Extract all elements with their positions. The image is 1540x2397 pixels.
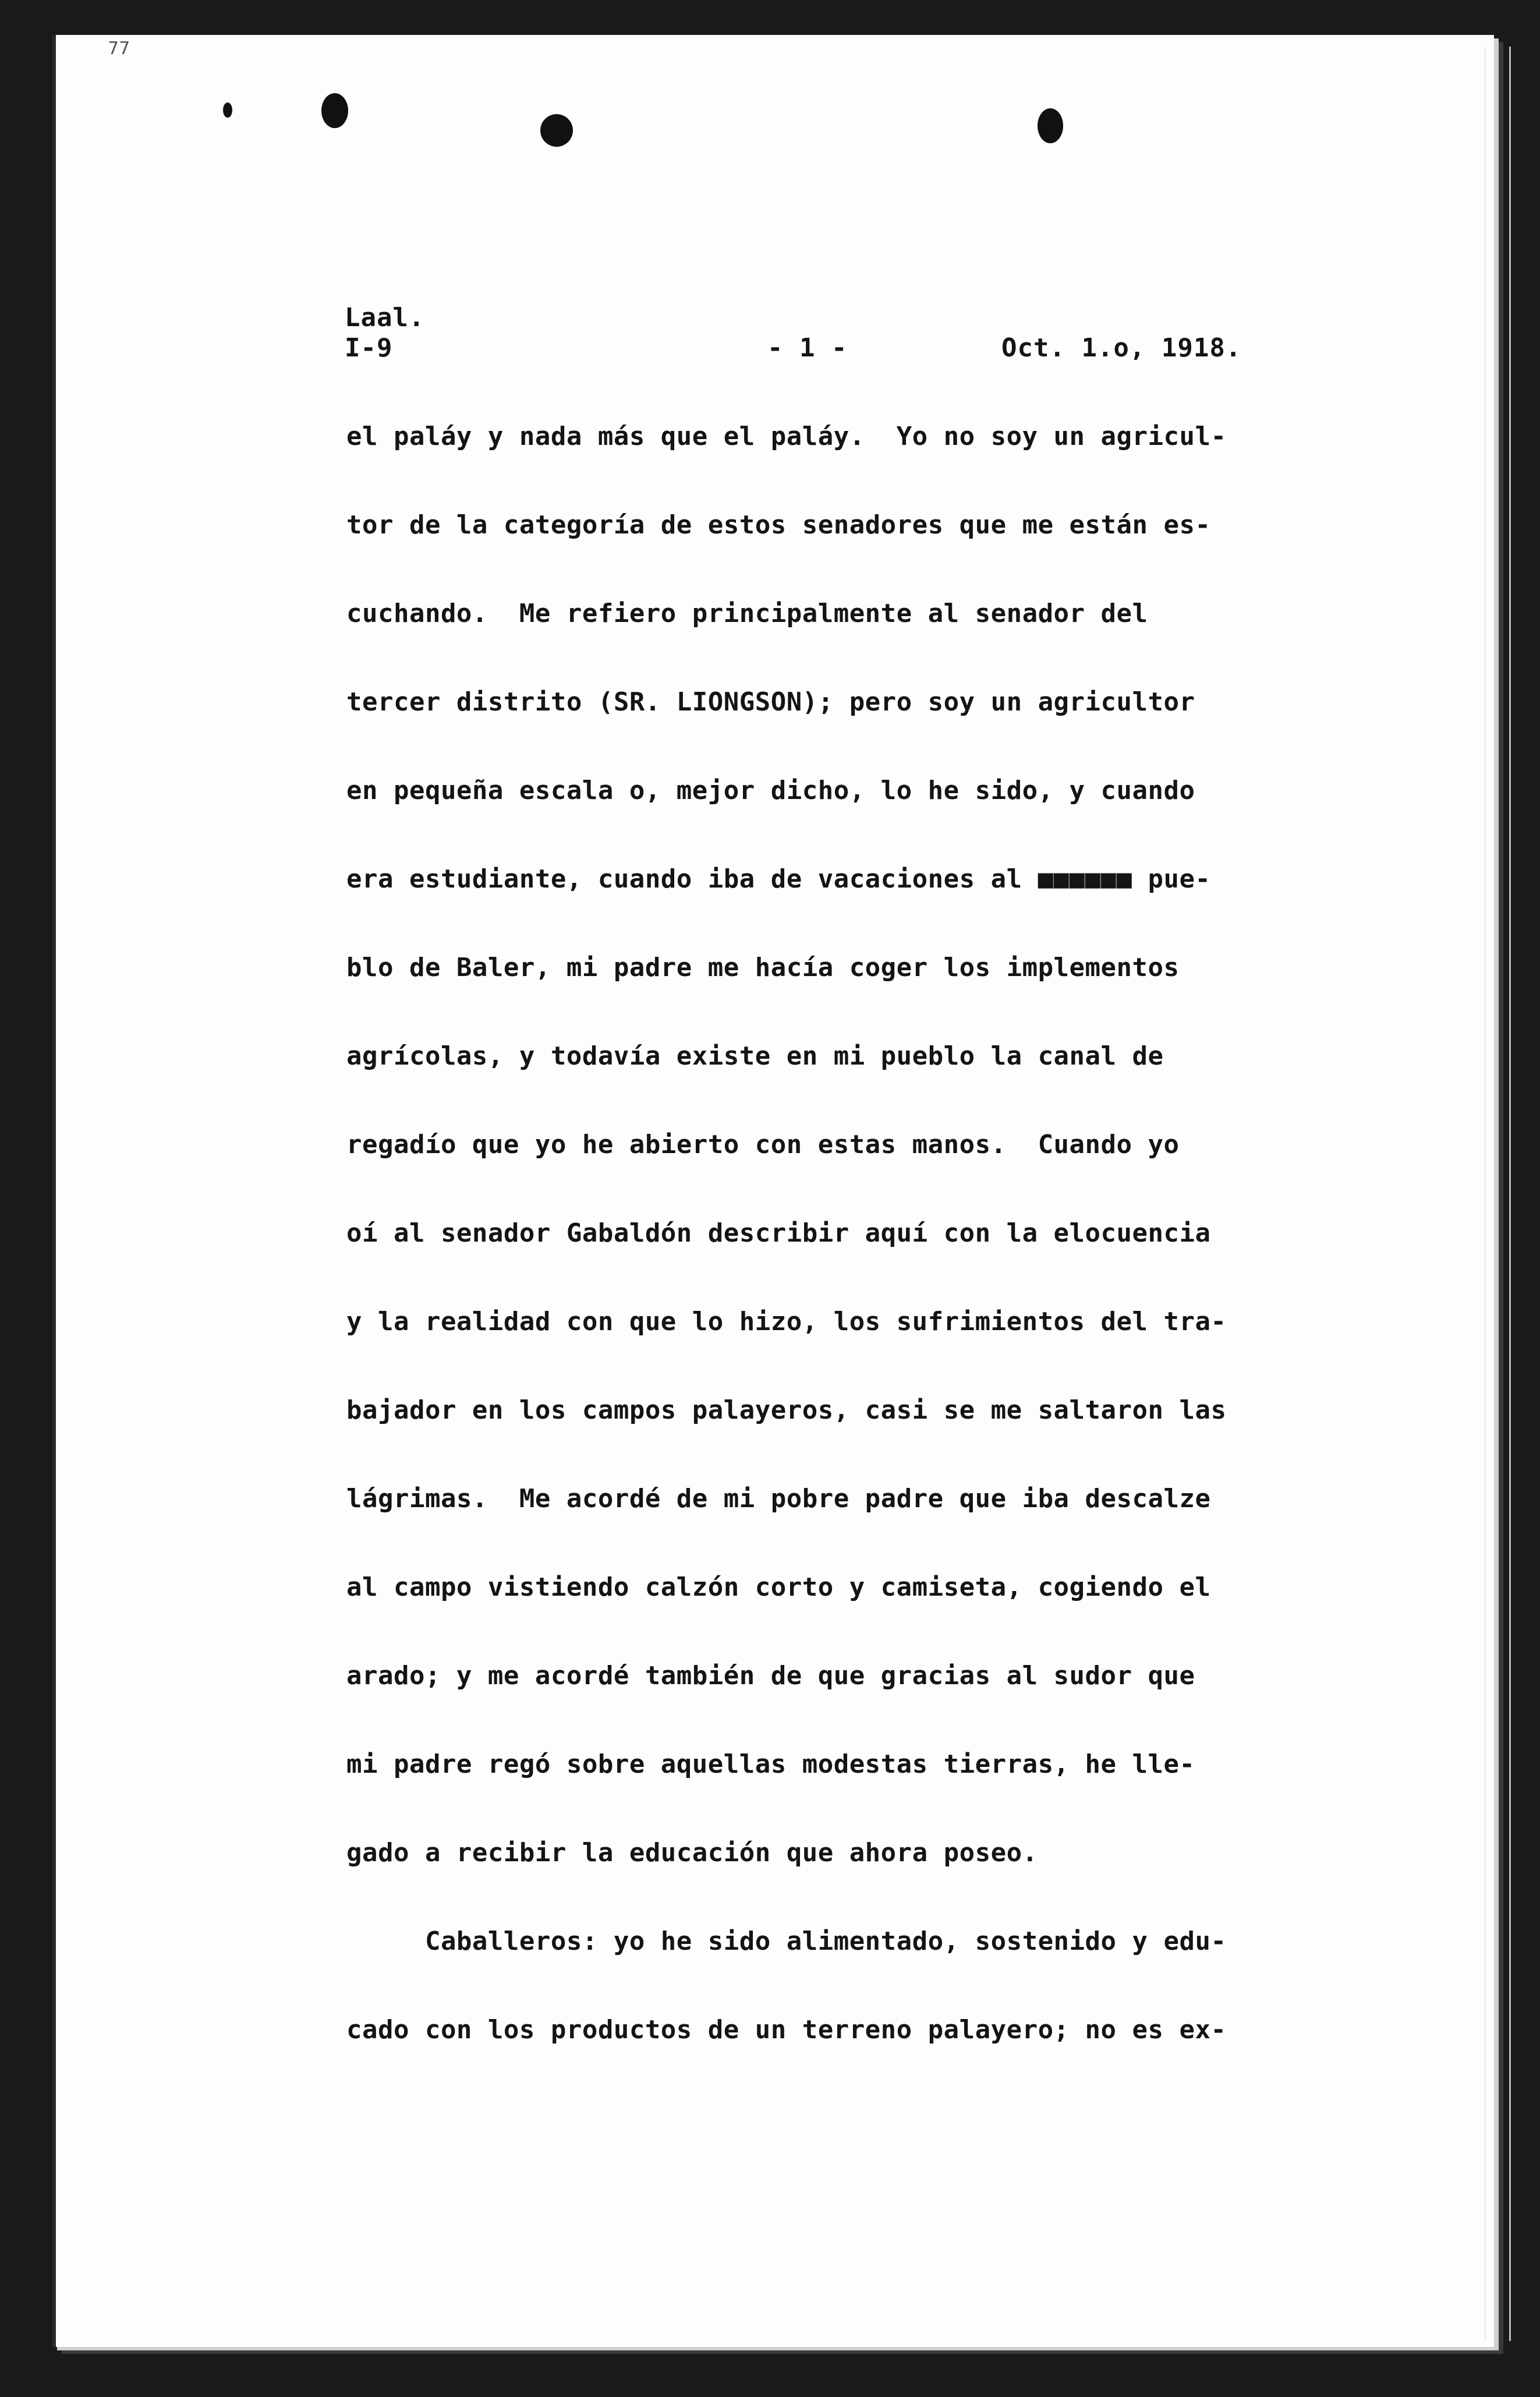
body-line: tercer distrito (SR. LIONGSON); pero soy un agricultor xyxy=(346,687,1195,717)
body-line: el paláy y nada más que el paláy. Yo no soy un agricul- xyxy=(346,422,1227,451)
body-line: bajador en los campos palayeros, casi se me saltaron las xyxy=(346,1395,1227,1425)
body-line: arado; y me acordé también de que gracias al sudor que xyxy=(346,1661,1195,1691)
binding-hole-right xyxy=(1038,108,1063,143)
body-line: era estudiante, cuando iba de vacaciones al ■■■■■■ pue- xyxy=(346,864,1211,894)
header-code-line-2: I-9 xyxy=(345,333,393,363)
body-line: y la realidad con que lo hizo, los sufrimientos del tra- xyxy=(346,1307,1227,1337)
page-number: - 1 - xyxy=(767,333,848,363)
body-line: oí al senador Gabaldón describir aquí con la elocuencia xyxy=(346,1218,1211,1248)
body-line: gado a recibir la educación que ahora poseo. xyxy=(346,1838,1038,1868)
typewritten-page xyxy=(52,35,1494,2347)
body-line: cuchando. Me refiero principalmente al senador del xyxy=(346,599,1148,628)
body-line: cado con los productos de un terreno palayero; no es ex- xyxy=(346,2015,1227,2045)
body-line: al campo vistiendo calzón corto y camiseta, cogiendo el xyxy=(346,1572,1211,1602)
header-date: Oct. 1.o, 1918. xyxy=(1001,333,1242,363)
binding-speck xyxy=(223,102,232,118)
header-code-line-1: Laal. xyxy=(345,303,425,333)
body-line: Caballeros: yo he sido alimentado, sostenido y edu- xyxy=(346,1926,1227,1956)
body-line: tor de la categoría de estos senadores que me están es- xyxy=(346,510,1211,540)
binding-hole-left xyxy=(321,93,348,128)
body-line: en pequeña escala o, mejor dicho, lo he sido, y cuando xyxy=(346,776,1195,805)
body-line: mi padre regó sobre aquellas modestas tierras, he lle- xyxy=(346,1749,1195,1779)
body-line: regadío que yo he abierto con estas manos. Cuando yo xyxy=(346,1130,1180,1159)
body-line: blo de Baler, mi padre me hacía coger los implementos xyxy=(346,953,1180,982)
body-line: lágrimas. Me acordé de mi pobre padre que iba descalze xyxy=(346,1484,1211,1514)
page-stack-edge xyxy=(1485,47,1511,2341)
body-line: agrícolas, y todavía existe en mi pueblo la canal de xyxy=(346,1041,1164,1071)
binding-hole-center xyxy=(540,114,573,147)
corner-note: 77 xyxy=(108,38,130,59)
